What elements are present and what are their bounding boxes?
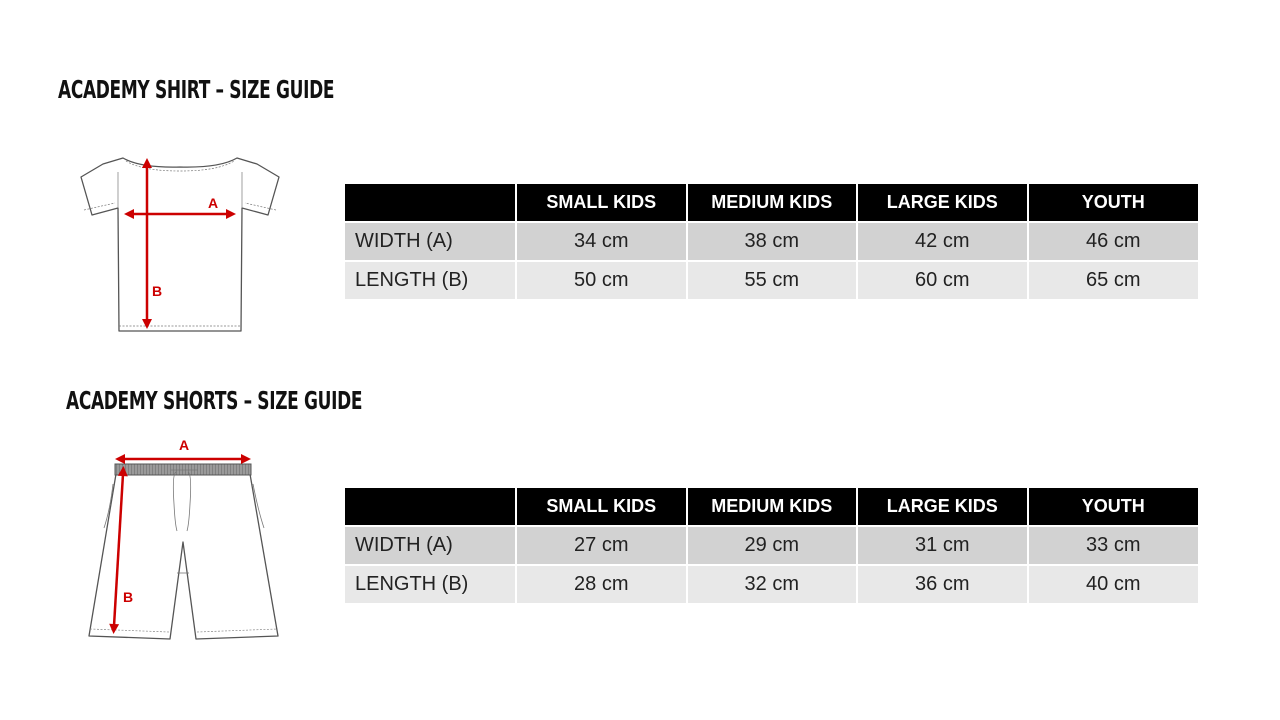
table-row <box>345 261 1198 299</box>
waistband <box>115 464 251 475</box>
shorts-size-table <box>345 488 1198 603</box>
measure-b-label: B <box>123 589 134 605</box>
row-label: LENGTH (B) <box>345 261 516 299</box>
table-cell: 31 cm <box>857 526 1028 565</box>
header-cell-blank <box>345 488 516 526</box>
measure-a-label: A <box>179 437 190 453</box>
table-cell: 32 cm <box>687 565 858 603</box>
measure-a-label: A <box>208 195 219 211</box>
table-header-row <box>345 488 1198 526</box>
table-cell: 34 cm <box>516 222 687 261</box>
table-cell: 60 cm <box>857 261 1028 299</box>
table-cell: 42 cm <box>857 222 1028 261</box>
shirt-size-guide-title: ACADEMY SHIRT – SIZE GUIDE <box>58 75 335 104</box>
table-row <box>345 526 1198 565</box>
table-cell: 38 cm <box>687 222 858 261</box>
shirt-diagram <box>70 150 290 340</box>
table-cell: 40 cm <box>1028 565 1199 603</box>
header-cell-blank <box>345 184 516 222</box>
header-cell: LARGE KIDS <box>857 488 1028 526</box>
table-cell: 36 cm <box>857 565 1028 603</box>
table-row <box>345 222 1198 261</box>
table-cell: 55 cm <box>687 261 858 299</box>
table-cell: 29 cm <box>687 526 858 565</box>
table-row <box>345 565 1198 603</box>
header-cell: SMALL KIDS <box>516 488 687 526</box>
table-cell: 50 cm <box>516 261 687 299</box>
measure-b-label: B <box>152 283 163 299</box>
shirt-outline <box>81 158 279 331</box>
header-cell: YOUTH <box>1028 488 1199 526</box>
header-cell: LARGE KIDS <box>857 184 1028 222</box>
row-label: WIDTH (A) <box>345 222 516 261</box>
measure-a-arrow <box>115 454 251 464</box>
table-cell: 46 cm <box>1028 222 1199 261</box>
table-cell: 65 cm <box>1028 261 1199 299</box>
shorts-diagram <box>80 430 290 645</box>
shirt-size-table <box>345 184 1198 299</box>
row-label: WIDTH (A) <box>345 526 516 565</box>
shorts-size-guide-title: ACADEMY SHORTS – SIZE GUIDE <box>66 386 363 415</box>
table-header-row <box>345 184 1198 222</box>
row-label: LENGTH (B) <box>345 565 516 603</box>
table-cell: 33 cm <box>1028 526 1199 565</box>
header-cell: SMALL KIDS <box>516 184 687 222</box>
header-cell: MEDIUM KIDS <box>687 488 858 526</box>
header-cell: YOUTH <box>1028 184 1199 222</box>
table-cell: 27 cm <box>516 526 687 565</box>
header-cell: MEDIUM KIDS <box>687 184 858 222</box>
table-cell: 28 cm <box>516 565 687 603</box>
